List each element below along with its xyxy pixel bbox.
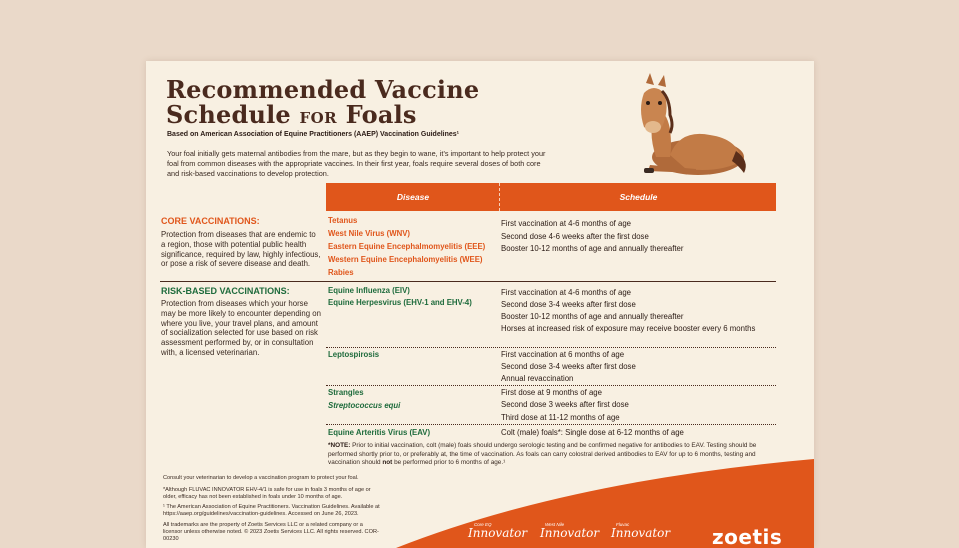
schedule-item: Booster 10-12 months of age and annually thereafter bbox=[501, 244, 684, 253]
disease-item: Eastern Equine Encephalmomyelitis (EEE) bbox=[328, 242, 486, 251]
schedule-item: First vaccination at 4-6 months of age bbox=[501, 288, 632, 297]
brand-fluvac-label: Fluvac bbox=[616, 522, 630, 527]
footer-citation: ¹ The American Association of Equine Practitioners. Vaccination Guidelines. Available at https://aaep.org/guidelines/vaccination-guidelines. Accessed on June 26, 2023. bbox=[163, 504, 380, 518]
core-vaccinations-description: Protection from diseases that are endemic to a region, those with potential public health significance, required by law, highly infectious, or pose a risk of severe disease and death. bbox=[161, 230, 321, 269]
footer-trademarks: All trademarks are the property of Zoetis Services LLC or a related company or a licensor unless otherwise noted. © 2023 Zoetis Services LLC. All rights reserved. COR-00230 bbox=[163, 522, 379, 543]
risk-based-vaccinations-label: RISK-BASED VACCINATIONS: bbox=[161, 286, 290, 296]
schedule-item: Second dose 3-4 weeks after first dose bbox=[501, 300, 636, 309]
brand-core-eq-label: Core EQ bbox=[474, 522, 492, 527]
schedule-item: Second dose 4-6 weeks after the first dose bbox=[501, 232, 649, 241]
group-divider bbox=[326, 347, 776, 348]
schedule-item: Second dose 3-4 weeks after first dose bbox=[501, 362, 636, 371]
disease-item: Equine Herpesvirus (EHV-1 and EHV-4) bbox=[328, 298, 472, 307]
footer-consult: Consult your veterinarian to develop a vaccination program to protect your foal. bbox=[163, 475, 359, 481]
schedule-item: Booster 10-12 months of age and annually thereafter bbox=[501, 312, 684, 321]
schedule-item: Horses at increased risk of exposure may receive booster every 6 months bbox=[501, 324, 756, 333]
schedule-item: First vaccination at 4-6 months of age bbox=[501, 219, 632, 228]
disease-item: Equine Influenza (EIV) bbox=[328, 286, 410, 295]
vaccine-schedule-sheet bbox=[146, 61, 814, 548]
brand-west-nile-innovator: Innovator bbox=[540, 526, 600, 540]
brand-core-eq-innovator: Innovator bbox=[468, 526, 528, 540]
page-title bbox=[166, 77, 586, 131]
disease-item: West Nile Virus (WNV) bbox=[328, 229, 411, 238]
column-header-disease: Disease bbox=[396, 192, 430, 202]
risk-based-vaccinations-description: Protection from diseases which your horse may be more likely to encounter depending on where you live, your travel plans, and amount of socialization selected for use based on risk assessment performed by, or in consultation with, a licensed veterinarian. bbox=[161, 299, 321, 357]
eav-note: *NOTE: Prior to initial vaccination, colt (male) foals should undergo serologic testing and be confirmed negative for antibodies to EAV. Testing should be performed shortly prior to, or preferably at, the time of vaccination. As foals can carry colostral derived antibodies to EAV for up to 6 months, testing and vaccination should not be performed prior to 6 months of age.¹ bbox=[328, 442, 757, 466]
disease-item: Rabies bbox=[328, 268, 354, 277]
disease-item: Western Equine Encephalomyelitis (WEE) bbox=[328, 255, 483, 264]
title-line-1: Recommended Vaccine bbox=[166, 75, 480, 104]
schedule-item: Annual revaccination bbox=[501, 374, 574, 383]
subtitle: Based on American Association of Equine Practitioners (AAEP) Vaccination Guidelines¹ bbox=[167, 131, 459, 138]
intro-paragraph: Your foal initially gets maternal antibodies from the mare, but as they begin to wane, it’s important to help protect your foal from common diseases with the appropriate vaccines. In their first year, foals require several doses of both core and risk-based vaccinations to develop protection. bbox=[167, 149, 546, 178]
schedule-item: Second dose 3 weeks after first dose bbox=[501, 400, 629, 409]
foal-illustration bbox=[610, 69, 750, 179]
disease-item: Tetanus bbox=[328, 216, 358, 225]
disease-item: Strangles bbox=[328, 388, 364, 397]
brand-fluvac-innovator: Innovator bbox=[611, 526, 671, 540]
schedule-item: First dose at 9 months of age bbox=[501, 388, 602, 397]
core-vaccinations-label: CORE VACCINATIONS: bbox=[161, 216, 260, 226]
zoetis-logo: zoetis bbox=[712, 525, 783, 548]
group-divider bbox=[326, 424, 776, 425]
schedule-item: Third dose at 11-12 months of age bbox=[501, 413, 620, 422]
footer-fluvac-note: *Although FLUVAC INNOVATOR EHV-4/1 is safe for use in foals 3 months of age or older, efficacy has not been established in foals under 10 months of age. bbox=[163, 487, 371, 501]
title-line-2: Schedule FOR Foals bbox=[166, 100, 417, 129]
group-divider bbox=[326, 385, 776, 386]
disease-item: Streptococcus equi bbox=[328, 401, 401, 410]
brand-west-nile-label: West Nile bbox=[545, 522, 565, 527]
disease-item: Equine Arteritis Virus (EAV) bbox=[328, 428, 431, 437]
schedule-item: Colt (male) foals*: Single dose at 6-12 months of age bbox=[501, 428, 684, 437]
schedule-item: First vaccination at 6 months of age bbox=[501, 350, 625, 359]
disease-item: Leptospirosis bbox=[328, 350, 380, 359]
column-header-schedule: Schedule bbox=[499, 183, 777, 211]
section-divider bbox=[160, 281, 776, 282]
